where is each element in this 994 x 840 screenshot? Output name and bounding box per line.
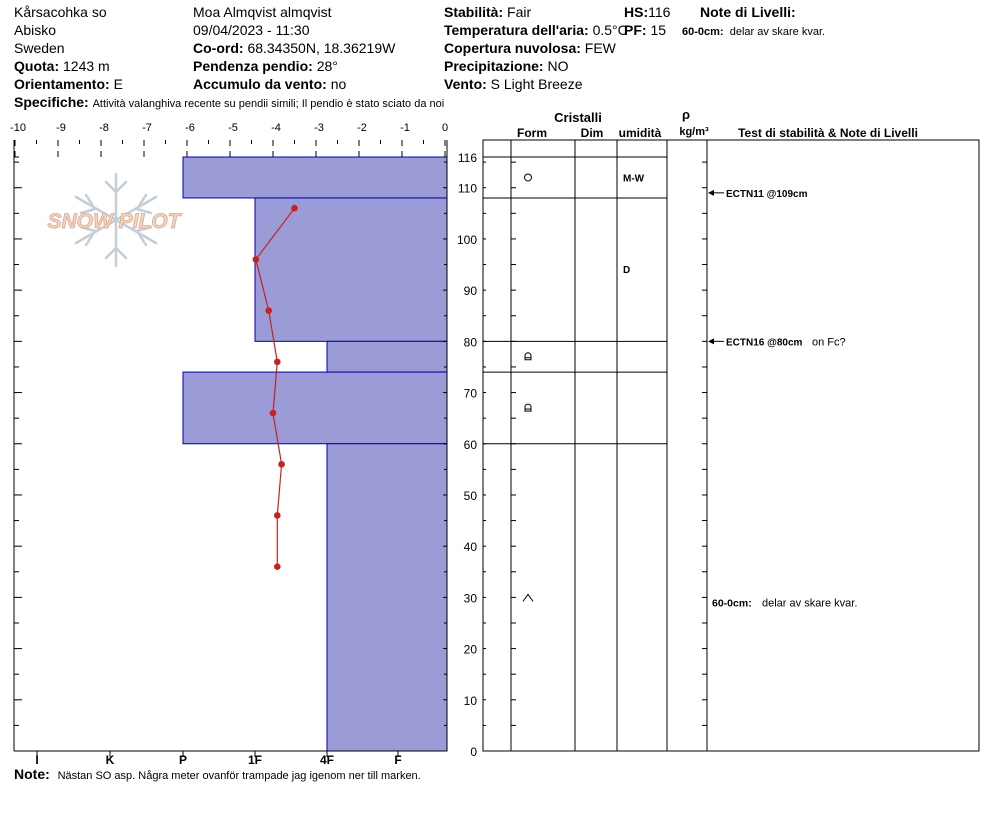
grain-form-melt-icon: [523, 594, 533, 601]
depth-label: 110: [457, 181, 477, 196]
elevation-value: 1243 m: [63, 58, 110, 74]
temperature-point: [270, 410, 277, 417]
top-tick-label: -10: [10, 122, 26, 134]
country-name: Sweden: [14, 40, 65, 56]
grain-form-faceted-shape: [525, 353, 531, 360]
top-tick-label: -8: [99, 122, 109, 134]
grain-form-faceted-icon: [525, 353, 531, 360]
depth-label: 30: [463, 591, 477, 606]
hardness-bar: [183, 372, 447, 444]
air-temp-label: Temperatura dell'aria:: [444, 22, 589, 38]
depth-label: 20: [463, 642, 477, 657]
hardness-bar: [327, 341, 447, 372]
top-tick-label: -9: [56, 122, 66, 134]
size-header: Dim: [580, 126, 604, 140]
top-tick-label: -4: [271, 122, 281, 134]
grain-form-faceted-icon: [525, 404, 531, 411]
air-temp-value: 0.5°C: [592, 22, 628, 38]
hardness-label: 4F: [319, 753, 335, 767]
aspect-value: E: [113, 76, 123, 92]
stability-label: Stabilità:: [444, 4, 504, 20]
depth-label: 116: [457, 151, 477, 165]
hardness-label: F: [394, 753, 402, 767]
top-tick-label: -7: [142, 122, 152, 134]
stability-test-note: on Fc?: [812, 336, 846, 349]
depth-label: 50: [463, 488, 477, 503]
temperature-point: [274, 359, 281, 366]
stability-test-label: ECTN16 @80cm: [726, 337, 803, 349]
hardness-label: P: [178, 753, 188, 767]
depth-label: 60: [463, 437, 477, 452]
grain-form-rounded-icon: [525, 174, 532, 181]
snowpilot-logo: [48, 174, 183, 266]
pf-value: 15: [650, 22, 667, 38]
hardness-label: K: [105, 753, 115, 767]
moisture-value: M-W: [623, 173, 645, 185]
header-layer-note-range: 60-0cm:: [682, 26, 724, 38]
location-name: Kårsacohka so: [14, 4, 107, 20]
hs-value: 116: [648, 4, 671, 20]
depth-label: 80: [463, 335, 477, 350]
top-tick-label: -2: [357, 122, 367, 134]
depth-label: 10: [463, 693, 477, 708]
grain-form-faceted-shape: [525, 404, 531, 411]
temperature-point: [274, 512, 281, 519]
hardness-bar: [255, 198, 447, 341]
form-header: Form: [517, 126, 547, 140]
hardness-label: 1F: [247, 753, 263, 767]
note-value: Nästan SO asp. Några meter ovanför trampade jag igenom ner till marken.: [57, 770, 421, 782]
slope-label: Pendenza pendio:: [193, 58, 313, 74]
hardness-bar: [183, 157, 447, 198]
depth-label: 70: [463, 386, 477, 401]
region-name: Abisko: [14, 22, 57, 38]
tests-header: Test di stabilità & Note di Livelli: [738, 126, 918, 140]
top-tick-label: 0: [441, 122, 449, 134]
cloud-value: FEW: [584, 40, 616, 56]
temperature-point: [274, 563, 281, 570]
stability-test-label: ECTN11 @109cm: [726, 188, 808, 200]
observer-name: Moa Almqvist almqvist: [193, 4, 332, 20]
depth-label: 40: [463, 540, 477, 555]
top-tick-label: -6: [185, 122, 195, 134]
stability-value: Fair: [507, 4, 532, 20]
snowpilot-logo-text: SNOW PILOT: [47, 210, 181, 233]
coordinates-value: 68.34350N, 18.36219W: [247, 40, 396, 56]
specifics-value: Attività valanghiva recente su pendii simili; Il pendio è stato sciato da noi: [92, 98, 445, 110]
elevation-label: Quota:: [14, 58, 60, 74]
density-unit-header: kg/m³: [679, 126, 709, 138]
test-arrow-head: [708, 190, 714, 196]
header-layer-note-text: delar av skare kvar.: [729, 26, 826, 38]
layer-notes-heading: Note di Livelli:: [700, 4, 796, 20]
specifics-label: Specifiche:: [14, 94, 89, 110]
wind-load-value: no: [330, 76, 347, 92]
layer-note-range: 60-0cm:: [712, 597, 752, 610]
moisture-header: umidità: [618, 126, 662, 140]
note-label: Note:: [14, 766, 50, 782]
slope-value: 28°: [316, 58, 338, 74]
coordinates-label: Co-ord:: [193, 40, 244, 56]
rho-header: ρ: [681, 107, 691, 122]
layer-note-text: delar av skare kvar.: [762, 597, 858, 610]
wind-load-label: Accumulo da vento:: [193, 76, 327, 92]
crystals-header: Cristalli: [554, 110, 602, 125]
top-tick-label: -3: [314, 122, 324, 134]
depth-label: 0: [470, 745, 477, 759]
moisture-value: D: [623, 264, 631, 276]
test-arrow-head: [708, 338, 714, 344]
precip-value: NO: [547, 58, 569, 74]
top-tick-label: -1: [400, 122, 410, 134]
precip-label: Precipitazione:: [444, 58, 544, 74]
hs-label: HS:: [624, 4, 649, 20]
temperature-point: [291, 205, 298, 212]
temperature-point: [253, 256, 260, 263]
table-frame: [483, 140, 979, 751]
top-tick-label: -5: [228, 122, 238, 134]
hardness-label: I: [35, 753, 39, 767]
hardness-bar: [327, 444, 447, 751]
cloud-label: Copertura nuvolosa:: [444, 40, 581, 56]
depth-label: 100: [456, 232, 477, 247]
aspect-label: Orientamento:: [14, 76, 110, 92]
temperature-point: [278, 461, 285, 468]
wind-label: Vento:: [444, 76, 487, 92]
depth-label: 90: [463, 284, 477, 299]
observation-datetime: 09/04/2023 - 11:30: [193, 22, 310, 38]
temperature-point: [265, 307, 272, 314]
pf-label: PF:: [624, 22, 647, 38]
wind-value: S Light Breeze: [490, 76, 583, 92]
